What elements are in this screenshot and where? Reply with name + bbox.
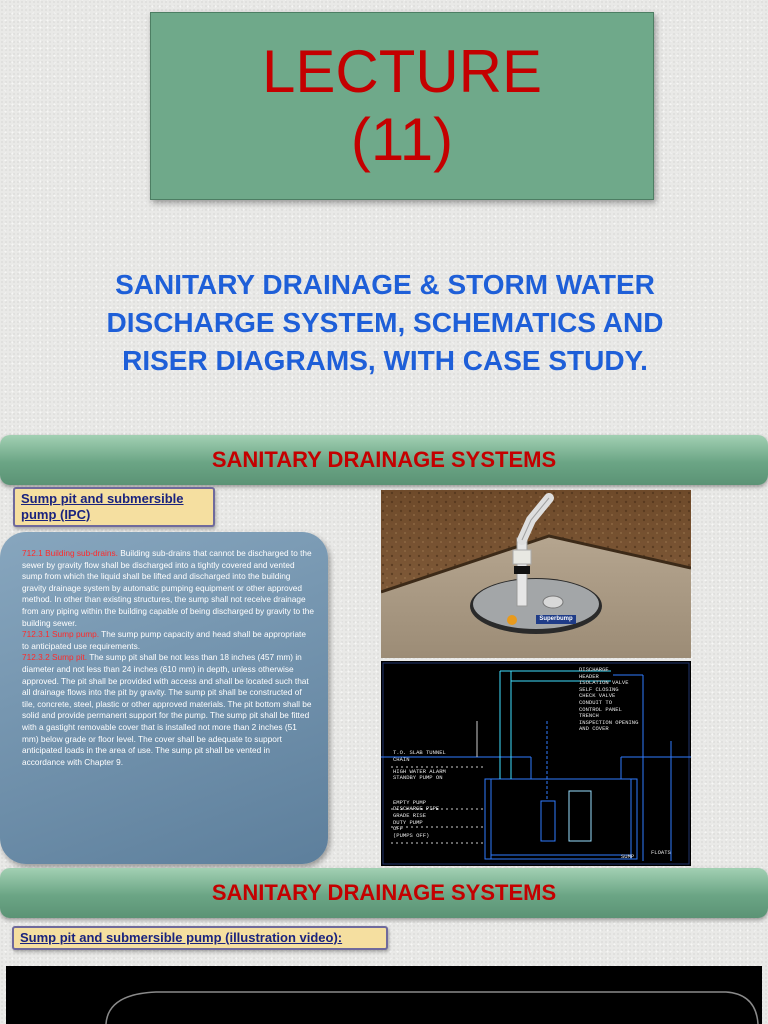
schem-label-inspection-opening: INSPECTION OPENING xyxy=(579,718,639,726)
schem-label-sump: SUMP xyxy=(621,853,635,860)
schem-label-high-water-alarm: HIGH WATER ALARM xyxy=(393,767,446,775)
section-banner-1: SANITARY DRAINAGE SYSTEMS xyxy=(0,435,768,485)
illustration-video-frame[interactable] xyxy=(6,966,762,1024)
schem-label-header: HEADER xyxy=(579,672,599,680)
schem-label-isolation-valve: ISOLATION VALVE xyxy=(579,679,629,687)
sump-pit-photo xyxy=(381,490,691,658)
section-banner-2: SANITARY DRAINAGE SYSTEMS xyxy=(0,868,768,918)
schem-label-pumps-off: (PUMPS OFF) xyxy=(393,831,430,839)
schem-label-conduit: CONDUIT TO xyxy=(579,698,613,706)
schem-label-slab: T.O. SLAB TUNNEL xyxy=(393,749,446,756)
title-box xyxy=(150,12,654,200)
schem-label-duty-pump: DUTY PUMP xyxy=(393,818,423,826)
lecture-title: LECTURE xyxy=(261,38,543,105)
schem-label-control-panel: CONTROL PANEL xyxy=(579,705,622,713)
subtitle-line-3: RISER DIAGRAMS, WITH CASE STUDY. xyxy=(122,345,648,376)
sump-schematic-diagram xyxy=(381,661,691,866)
section-tag-ipc: Sump pit and submersible pump (IPC) xyxy=(13,487,215,527)
code-text-card xyxy=(0,532,328,864)
code-label-712-3-1: 712.3.1 Sump pump. xyxy=(22,629,100,640)
schem-label-standby-pump: STANDBY PUMP ON xyxy=(393,774,443,782)
schem-label-chain: CHAIN xyxy=(393,756,410,763)
schem-label-grade-rise: GRADE RISE xyxy=(393,811,427,819)
code-body-712-3-1: The sump pump capacity and head shall be appropriate to anticipated use requirements. xyxy=(22,629,306,651)
schem-label-off: OFF xyxy=(393,825,403,833)
section-tag-video: Sump pit and submersible pump (illustration video): xyxy=(12,926,388,950)
schem-label-self-closing: SELF CLOSING xyxy=(579,685,619,693)
schem-label-check-valve: CHECK VALVE xyxy=(579,692,616,700)
schem-label-empty-pump: EMPTY PUMP xyxy=(393,798,427,806)
lecture-subtitle xyxy=(40,266,730,380)
subtitle-line-1: SANITARY DRAINAGE & STORM WATER xyxy=(115,269,655,300)
schem-label-discharge-pipe: DISCHARGE PIPE xyxy=(393,805,440,813)
subtitle-line-2: DISCHARGE SYSTEM, SCHEMATICS AND xyxy=(106,307,664,338)
schem-label-cover: AND COVER xyxy=(579,725,609,733)
code-label-712-3-2: 712.3.2 Sump pit. xyxy=(22,652,88,663)
schem-label-discharge: DISCHARGE xyxy=(579,666,609,673)
schem-label-trench: TRENCH xyxy=(579,712,599,720)
code-label-712-1: 712.1 Building sub-drains. xyxy=(22,548,118,558)
schem-label-floats: FLOATS xyxy=(651,849,671,856)
code-body-712-3-2: The sump pit shall be not less than 18 inches (457 mm) in diameter and not less than 24 inches (610 mm) in depth, unless otherwise approved. The pit shall be provided with access and shall be located such that all drainage flows into the pit by gravity. The sump pit shall be constructed of tile, concrete, steel, plastic or other approved materials. The pit bottom shall be solid and provide permanent support for the pump. The sump pit shall be fitted with a gastight removable cover that is installed not more than 2 inches (51 mm) below grade or floor level. The cover shall be adequate to support anticipated loads in the area of use. The sump pit shall be vented in accordance with Chapter 9. xyxy=(22,652,312,767)
lecture-number: (11) xyxy=(350,106,454,173)
code-body-712-1: Building sub-drains that cannot be discharged to the sewer by gravity flow shall be discharged into a tightly covered and vented sump from which the liquid shall be lifted and discharged into the building gravity drainage system by automatic pumping equipment or other approved method. In other than existing structures, the sump shall not receive drainage from any piping within the building capable of being discharged by gravity to the building sewer. xyxy=(22,548,314,628)
cover-brand-label: Superbump xyxy=(539,616,573,622)
